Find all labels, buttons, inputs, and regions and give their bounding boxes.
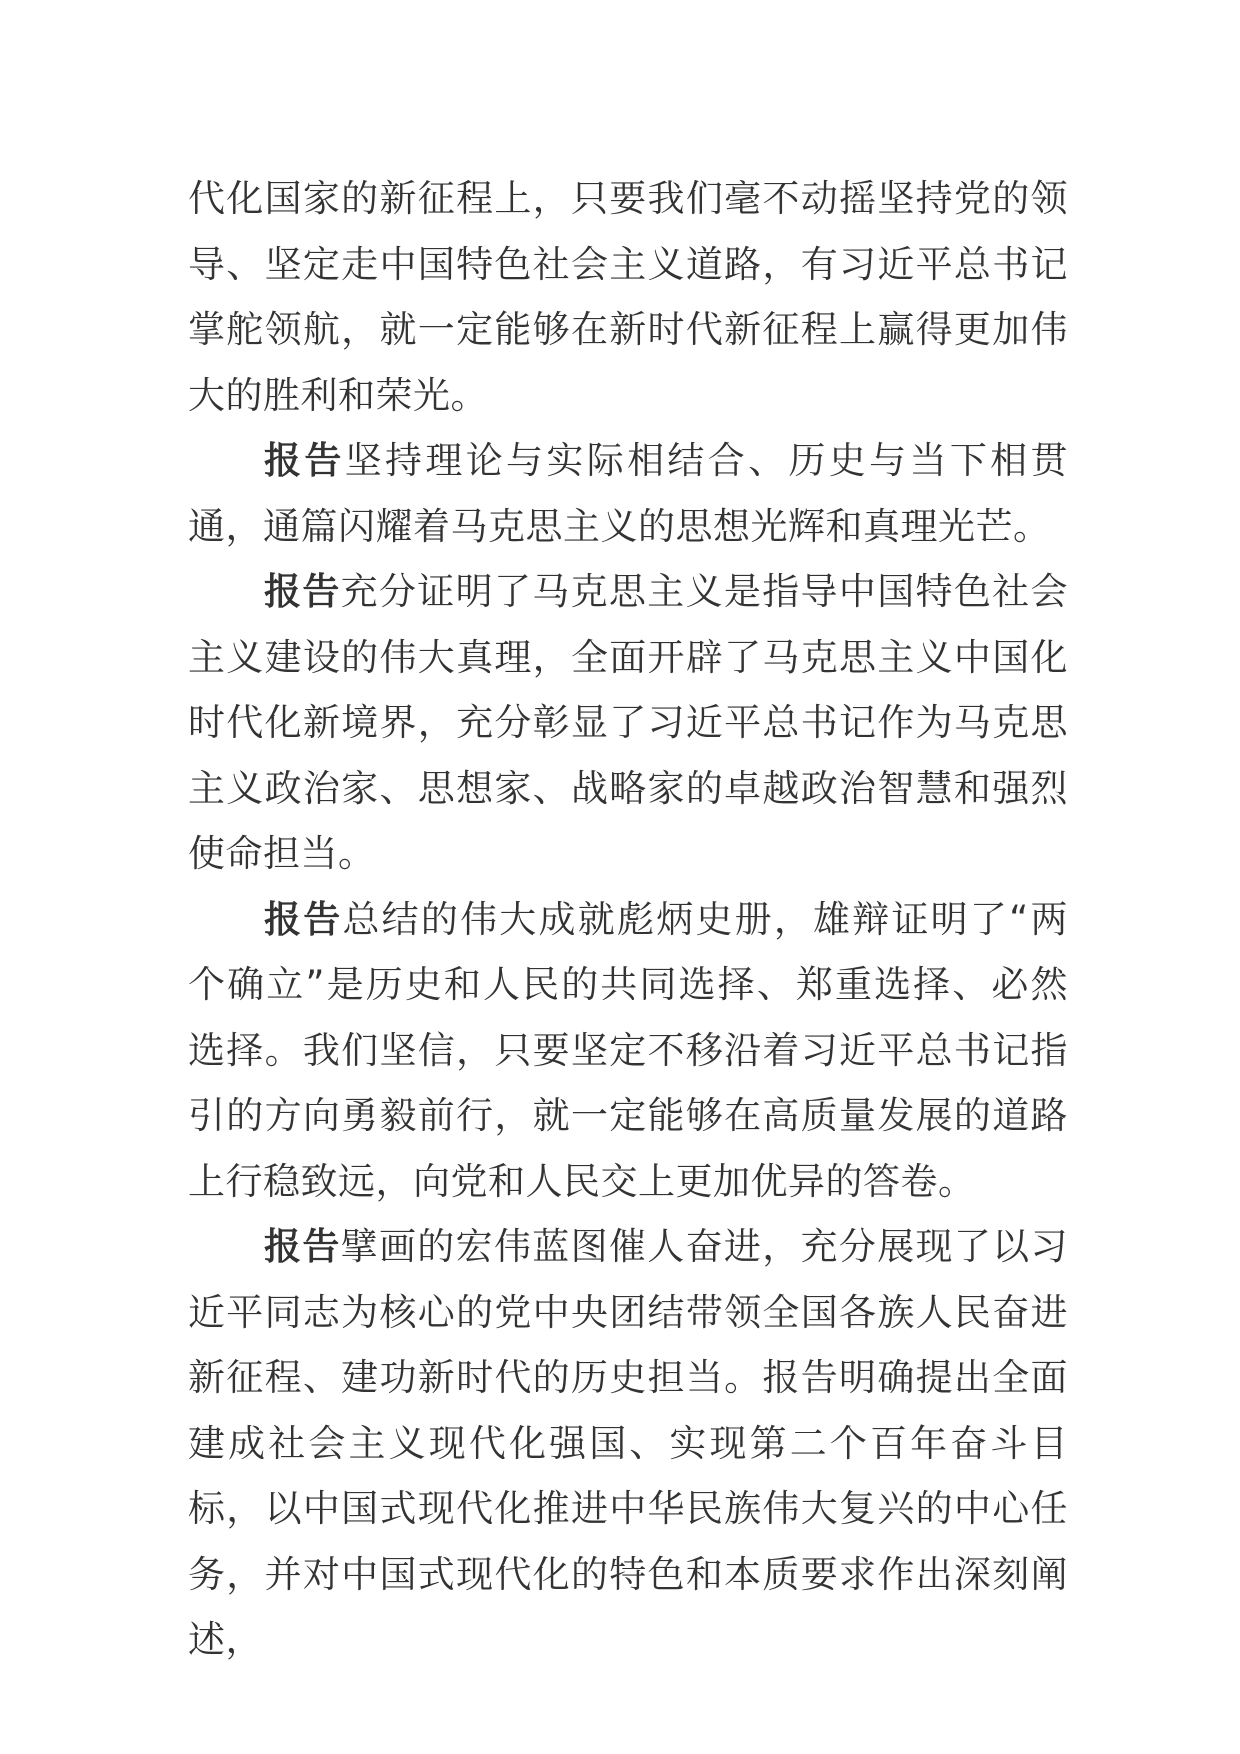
paragraph-text: 总结的伟大成就彪炳史册，雄辩证明了“两个确立”是历史和人民的共同选择、郑重选择、必然选择。我们坚信，只要坚定不移沿着习近平总书记指引的方向勇毅前行，就一定能够在高质量发展的道路上行稳致远，向党和人民交上更加优异的答卷。 [188,897,1069,1203]
paragraph-text: 坚持理论与实际相结合、历史与当下相贯通，通篇闪耀着马克思主义的思想光辉和真理光芒。 [188,439,1069,548]
paragraph-lead: 报告 [264,1225,341,1268]
paragraph-report-achievements [188,887,1068,1215]
paragraph-text: 代化国家的新征程上，只要我们毫不动摇坚持党的领导、坚定走中国特色社会主义道路，有习近平总书记掌舵领航，就一定能够在新时代新征程上赢得更加伟大的胜利和荣光。 [188,177,1068,417]
paragraph-text: 擘画的宏伟蓝图催人奋进，充分展现了以习近平同志为核心的党中央团结带领全国各族人民奋进新征程、建功新时代的历史担当。报告明确提出全面建成社会主义现代化强国、实现第二个百年奋斗目标，以中国式现代化推进中华民族伟大复兴的中心任务，并对中国式现代化的特色和本质要求作出深刻阐述， [188,1225,1069,1661]
paragraph-report-blueprint [188,1214,1068,1673]
paragraph-text: 充分证明了马克思主义是指导中国特色社会主义建设的伟大真理，全面开辟了马克思主义中国化时代化新境界，充分彰显了习近平总书记作为马克思主义政治家、思想家、战略家的卓越政治智慧和强烈使命担当。 [188,570,1069,875]
paragraph-report-theory [188,428,1068,559]
paragraph-continuation [188,166,1068,428]
paragraph-lead: 报告 [264,439,345,482]
paragraph-lead: 报告 [264,570,341,613]
document-body [188,166,1068,1673]
paragraph-report-marxism [188,559,1068,887]
paragraph-lead: 报告 [264,897,343,941]
